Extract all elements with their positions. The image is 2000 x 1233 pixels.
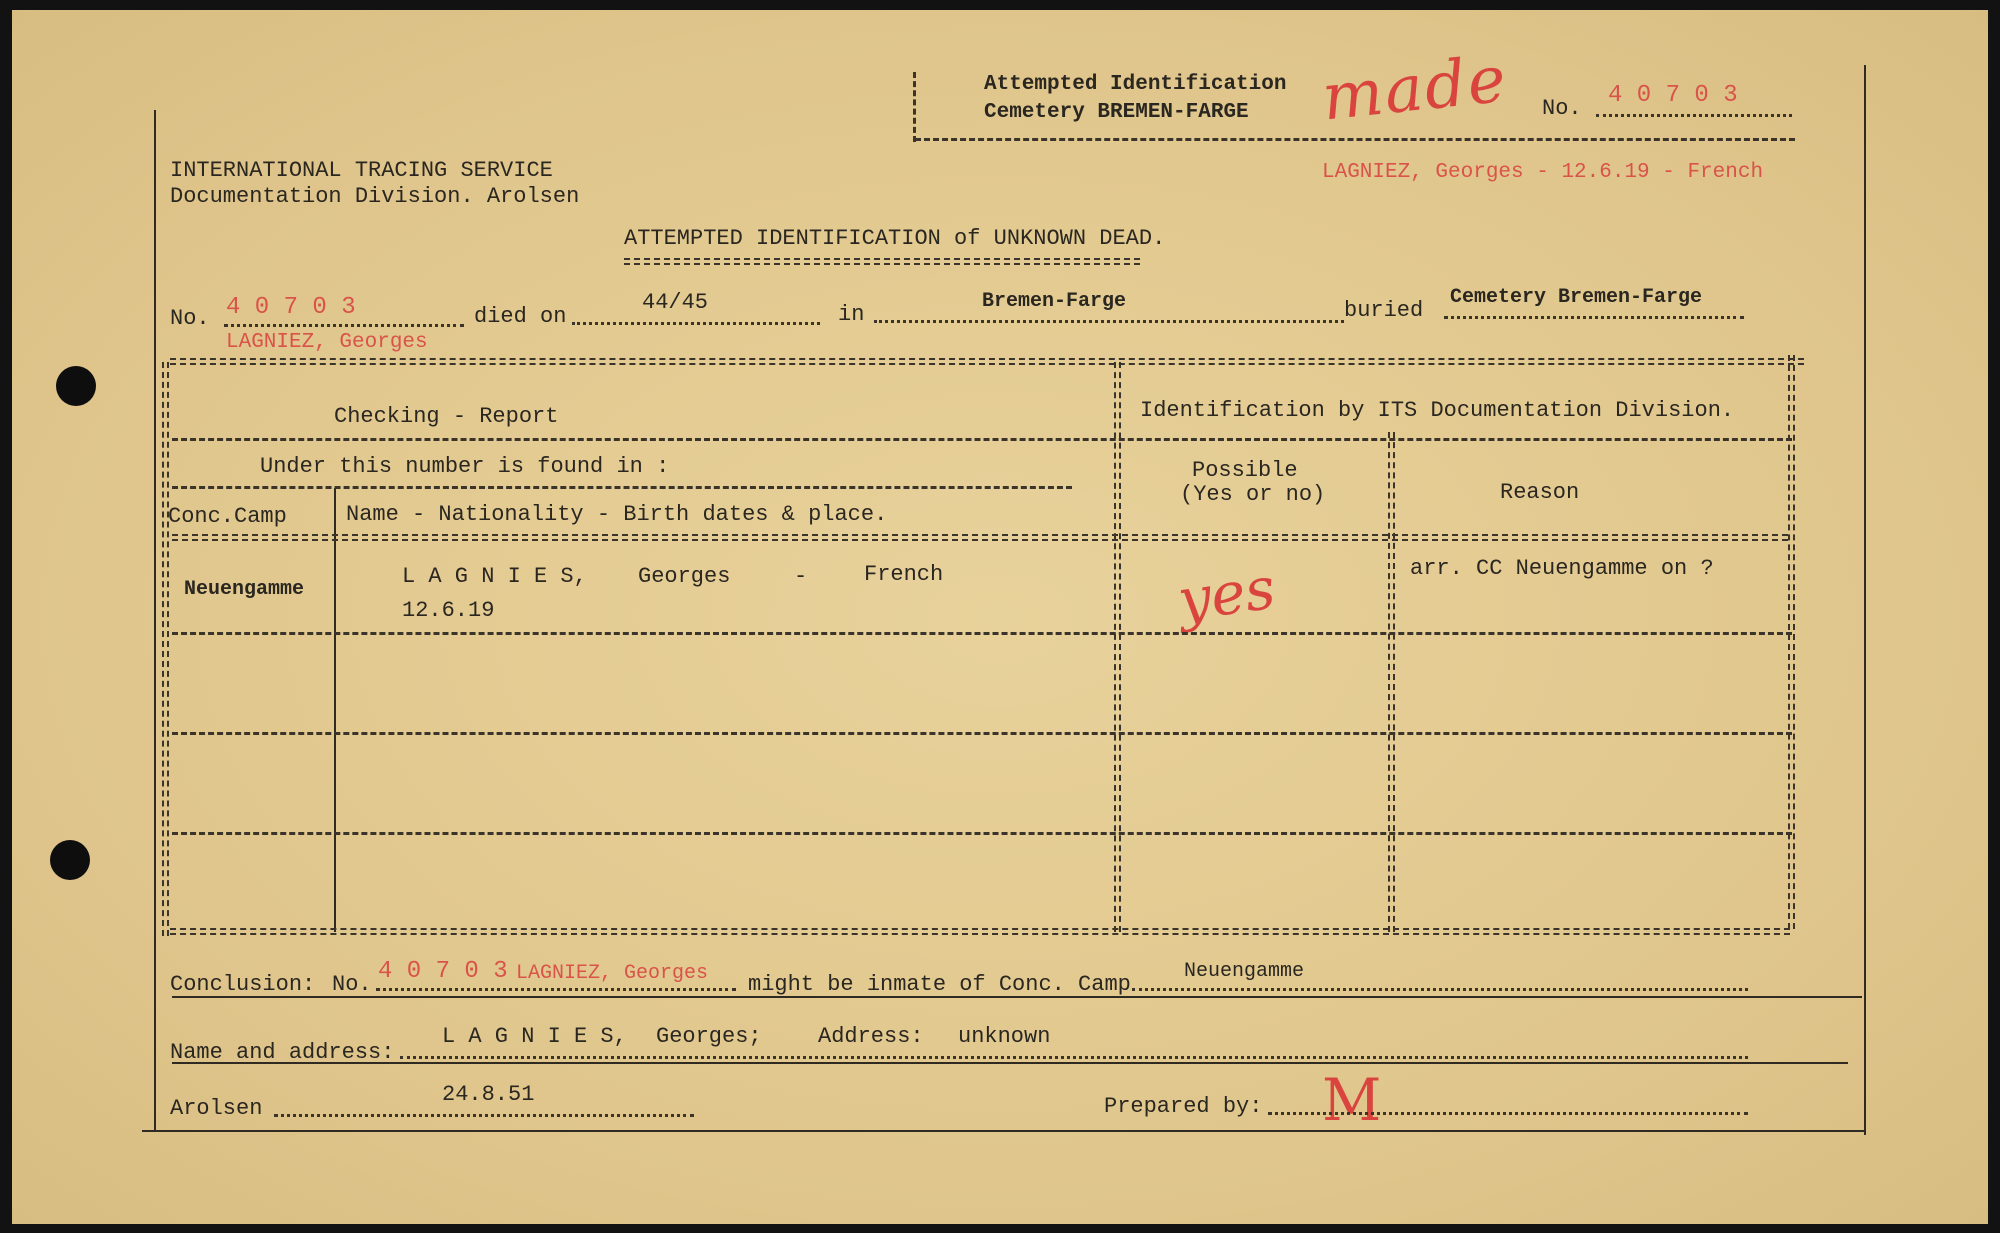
record-no-label: No. [170, 306, 210, 331]
name-address-dots [400, 1056, 1748, 1059]
conclusion-no-value: 4 0 7 0 3 [378, 958, 508, 985]
org-line2: Documentation Division. Arolsen [170, 184, 580, 209]
col-camp-header: Conc.Camp [168, 504, 287, 529]
name-address-first: Georges; [656, 1024, 762, 1049]
yes-or-no-label: (Yes or no) [1180, 482, 1326, 507]
record-died-dots [572, 322, 820, 325]
row1-reason: arr. CC Neuengamme on ? [1410, 556, 1714, 581]
reason-label: Reason [1500, 480, 1580, 505]
prepared-dots [1268, 1112, 1748, 1115]
table-camp-divider [334, 488, 336, 932]
row2-bottom-line [172, 732, 1792, 735]
frame-bottom-line [142, 1130, 1866, 1132]
row1-dash: - [794, 564, 808, 589]
address-label: Address: [818, 1024, 924, 1049]
record-no-value: 4 0 7 0 3 [226, 294, 356, 321]
under-number-line [172, 486, 1072, 489]
record-buried-value: Cemetery Bremen-Farge [1450, 286, 1703, 309]
under-number-label: Under this number is found in : [260, 454, 670, 479]
header-box-bottom [915, 138, 1795, 141]
red-summary: LAGNIEZ, Georges - 12.6.19 - French [1322, 161, 1764, 184]
frame-left-line [154, 110, 156, 1130]
possible-label: Possible [1192, 458, 1298, 483]
record-in-dots [874, 320, 1344, 323]
conclusion-name-red: LAGNIEZ, Georges [516, 962, 709, 985]
conclusion-camp-dots [1132, 988, 1748, 991]
page-title: ATTEMPTED IDENTIFICATION of UNKNOWN DEAD. [624, 226, 1166, 251]
header-box-line1: Attempted Identification [984, 73, 1287, 96]
header-no-dots [1596, 114, 1792, 117]
name-address-rule [172, 1062, 1848, 1064]
table-header-line [172, 438, 1792, 441]
title-underline [624, 258, 1140, 265]
header-box-left [913, 72, 916, 142]
table-bottom-border [170, 928, 1790, 935]
row1-nationality: French [864, 562, 944, 587]
record-in-label: in [838, 302, 865, 327]
record-name-red: LAGNIEZ, Georges [226, 331, 428, 354]
identification-card [12, 10, 1988, 1224]
col-header-underline [172, 534, 1788, 541]
col-name-header: Name - Nationality - Birth dates & place. [346, 502, 888, 527]
row1-bottom-line [172, 632, 1792, 635]
row1-name: L A G N I E S, [402, 564, 587, 589]
record-in-value: Bremen-Farge [982, 290, 1127, 313]
address-value: unknown [958, 1024, 1051, 1049]
arolsen-date: 24.8.51 [442, 1082, 535, 1107]
row1-possible-handwritten: yes [1173, 553, 1280, 635]
table-right-border [1788, 355, 1795, 929]
conclusion-camp: Neuengamme [1184, 960, 1305, 983]
row3-bottom-line [172, 832, 1792, 835]
org-line1: INTERNATIONAL TRACING SERVICE [170, 158, 553, 183]
header-box-line2: Cemetery BREMEN-FARGE [984, 101, 1249, 124]
conclusion-no-label: No. [332, 972, 372, 997]
punch-hole-bottom [50, 840, 90, 880]
conclusion-label: Conclusion: [170, 972, 316, 997]
header-no-value: 4 0 7 0 3 [1608, 82, 1738, 109]
row1-camp: Neuengamme [184, 578, 305, 601]
conclusion-rule [172, 996, 1862, 998]
prepared-by-label: Prepared by: [1104, 1094, 1263, 1119]
arolsen-dots [274, 1114, 694, 1117]
header-no-label: No. [1542, 96, 1582, 121]
record-no-dots [224, 324, 464, 327]
frame-right-line [1864, 65, 1866, 1135]
table-top-border [170, 358, 1804, 365]
prepared-signature: M [1322, 1066, 1382, 1134]
handwritten-made: made [1318, 42, 1512, 136]
record-buried-label: buried [1344, 298, 1424, 323]
table-mid-divider [1114, 362, 1121, 932]
table-reason-divider [1388, 432, 1395, 932]
record-died-value: 44/45 [642, 290, 709, 315]
name-address-surname: L A G N I E S, [442, 1024, 627, 1049]
name-address-label: Name and address: [170, 1040, 395, 1065]
arolsen-label: Arolsen [170, 1096, 263, 1121]
record-died-label: died on [474, 304, 567, 329]
row1-birth: 12.6.19 [402, 598, 495, 623]
table-left-border [162, 362, 169, 936]
checking-report-label: Checking - Report [334, 404, 559, 429]
conclusion-no-dots [376, 988, 736, 991]
punch-hole-top [56, 366, 96, 406]
record-buried-dots [1444, 316, 1744, 319]
conclusion-might-be: might be inmate of Conc. Camp [748, 972, 1131, 997]
row1-first: Georges [638, 564, 731, 589]
identification-header: Identification by ITS Documentation Division. [1140, 398, 1735, 423]
